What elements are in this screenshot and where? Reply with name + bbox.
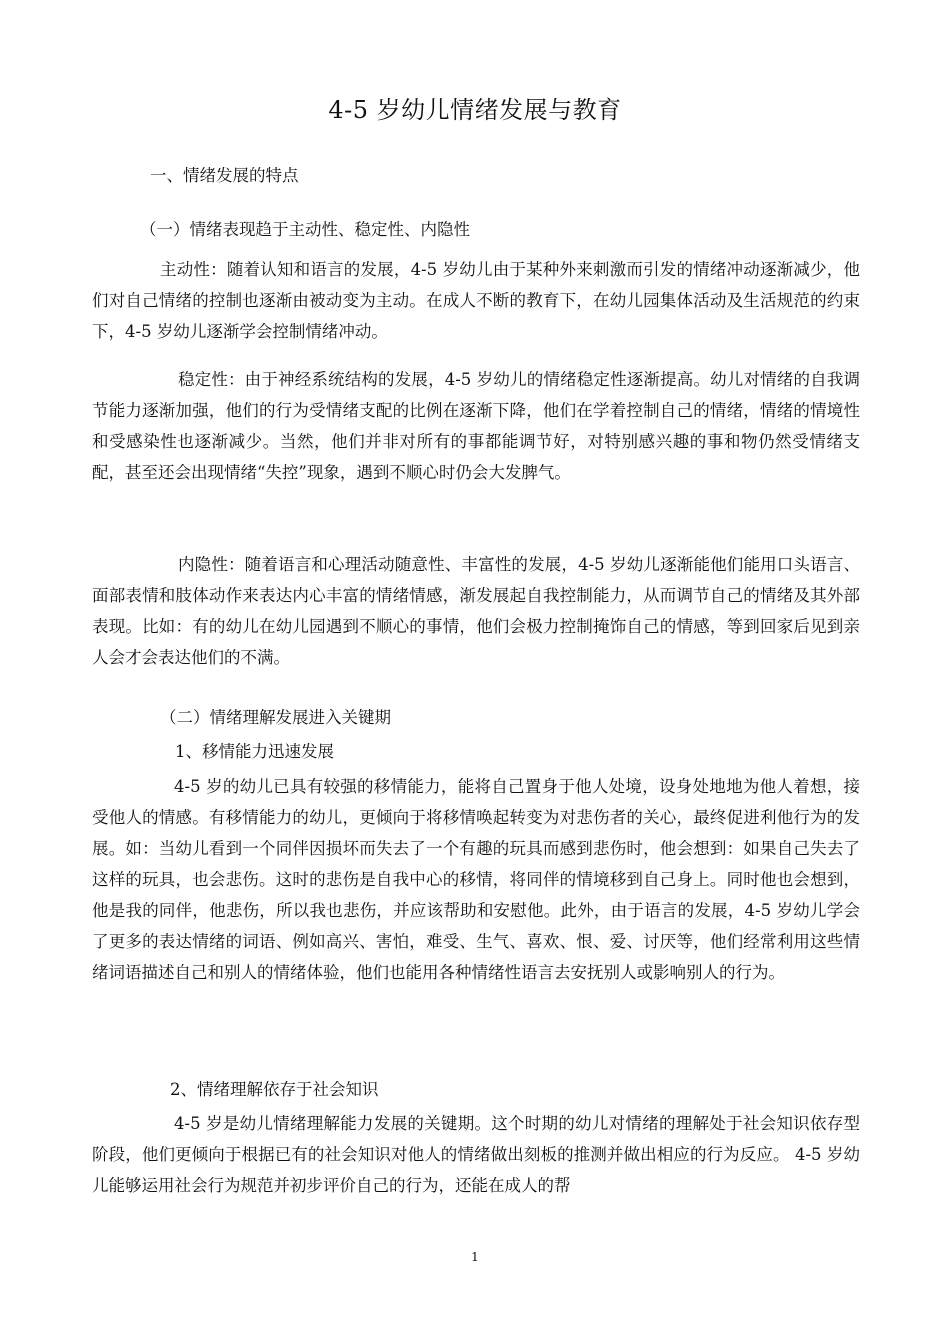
page-title: 4-5 岁幼儿情绪发展与教育: [328, 96, 622, 124]
paragraph-empathy: 4-5 岁的幼儿已具有较强的移情能力，能将自己置身于他人处境，设身处地地为他人着想，接受他人的情感。有移情能力的幼儿，更倾向于将移情唤起转变为对悲伤者的关心，最终促进利他行为的发展。如：当幼儿看到一个同伴因损坏而失去了一个有趣的玩具而感到悲伤时，他会想到：如果自己失去了这样的玩具，也会悲伤。这时的悲伤是自我中心的移情，将同伴的情境移到自己身上。同时他也会想到，他是我的同伴，他悲伤，所以我也悲伤，并应该帮助和安慰他。此外，由于语言的发展，4-5 岁幼儿学会了更多的表达情绪的词语、例如高兴、害怕，难受、生气、喜欢、恨、爱、讨厌等，他们经常利用这些情绪词语描述自己和别人的情绪体验，他们也能用各种情绪性语言去安抚别人或影响别人的行为。: [92, 777, 860, 982]
paragraph-social-knowledge: 4-5 岁是幼儿情绪理解能力发展的关键期。这个时期的幼儿对情绪的理解处于社会知识依存型阶段，他们更倾向于根据已有的社会知识对他人的情绪做出刻板的推测并做出相应的行为反应。 4-5 岁幼儿能够运用社会行为规范并初步评价自己的行为，还能在成人的帮: [92, 1114, 860, 1195]
subsection-heading: （二）情绪理解发展进入关键期: [160, 708, 391, 727]
paragraph-stability: 稳定性：由于神经系统结构的发展，4-5 岁幼儿的情绪稳定性逐渐提高。幼儿对情绪的自我调节能力逐渐加强，他们的行为受情绪支配的比例在逐渐下降，他们在学着控制自己的情绪，情绪的情境性和受感染性也逐渐减少。当然，他们并非对所有的事都能调节好，对特别感兴趣的事和物仍然受情绪支配，甚至还会出现情绪“失控”现象，遇到不顺心时仍会大发脾气。: [92, 370, 860, 482]
item-heading: 2、情绪理解依存于社会知识: [170, 1080, 379, 1099]
paragraph-implicitness: 内隐性：随着语言和心理活动随意性、丰富性的发展，4-5 岁幼儿逐渐能他们能用口头语言、面部表情和肢体动作来表达内心丰富的情绪情感，渐发展起自我控制能力，从而调节自己的情绪及其外部表现。比如：有的幼儿在幼儿园遇到不顺心的事情，他们会极力控制掩饰自己的情感，等到回家后见到亲人会才会表达他们的不满。: [92, 555, 860, 667]
section-heading: 一、情绪发展的特点: [150, 166, 299, 185]
paragraph-initiative: 主动性：随着认知和语言的发展，4-5 岁幼儿由于某种外来刺激而引发的情绪冲动逐渐减少，他们对自己情绪的控制也逐渐由被动变为主动。在成人不断的教育下，在幼儿园集体活动及生活规范的约束下，4-5 岁幼儿逐渐学会控制情绪冲动。: [92, 260, 860, 341]
page-number: 1: [471, 1250, 479, 1264]
subsection-heading: （一）情绪表现趋于主动性、稳定性、内隐性: [140, 220, 470, 239]
item-heading: 1、移情能力迅速发展: [175, 742, 334, 761]
